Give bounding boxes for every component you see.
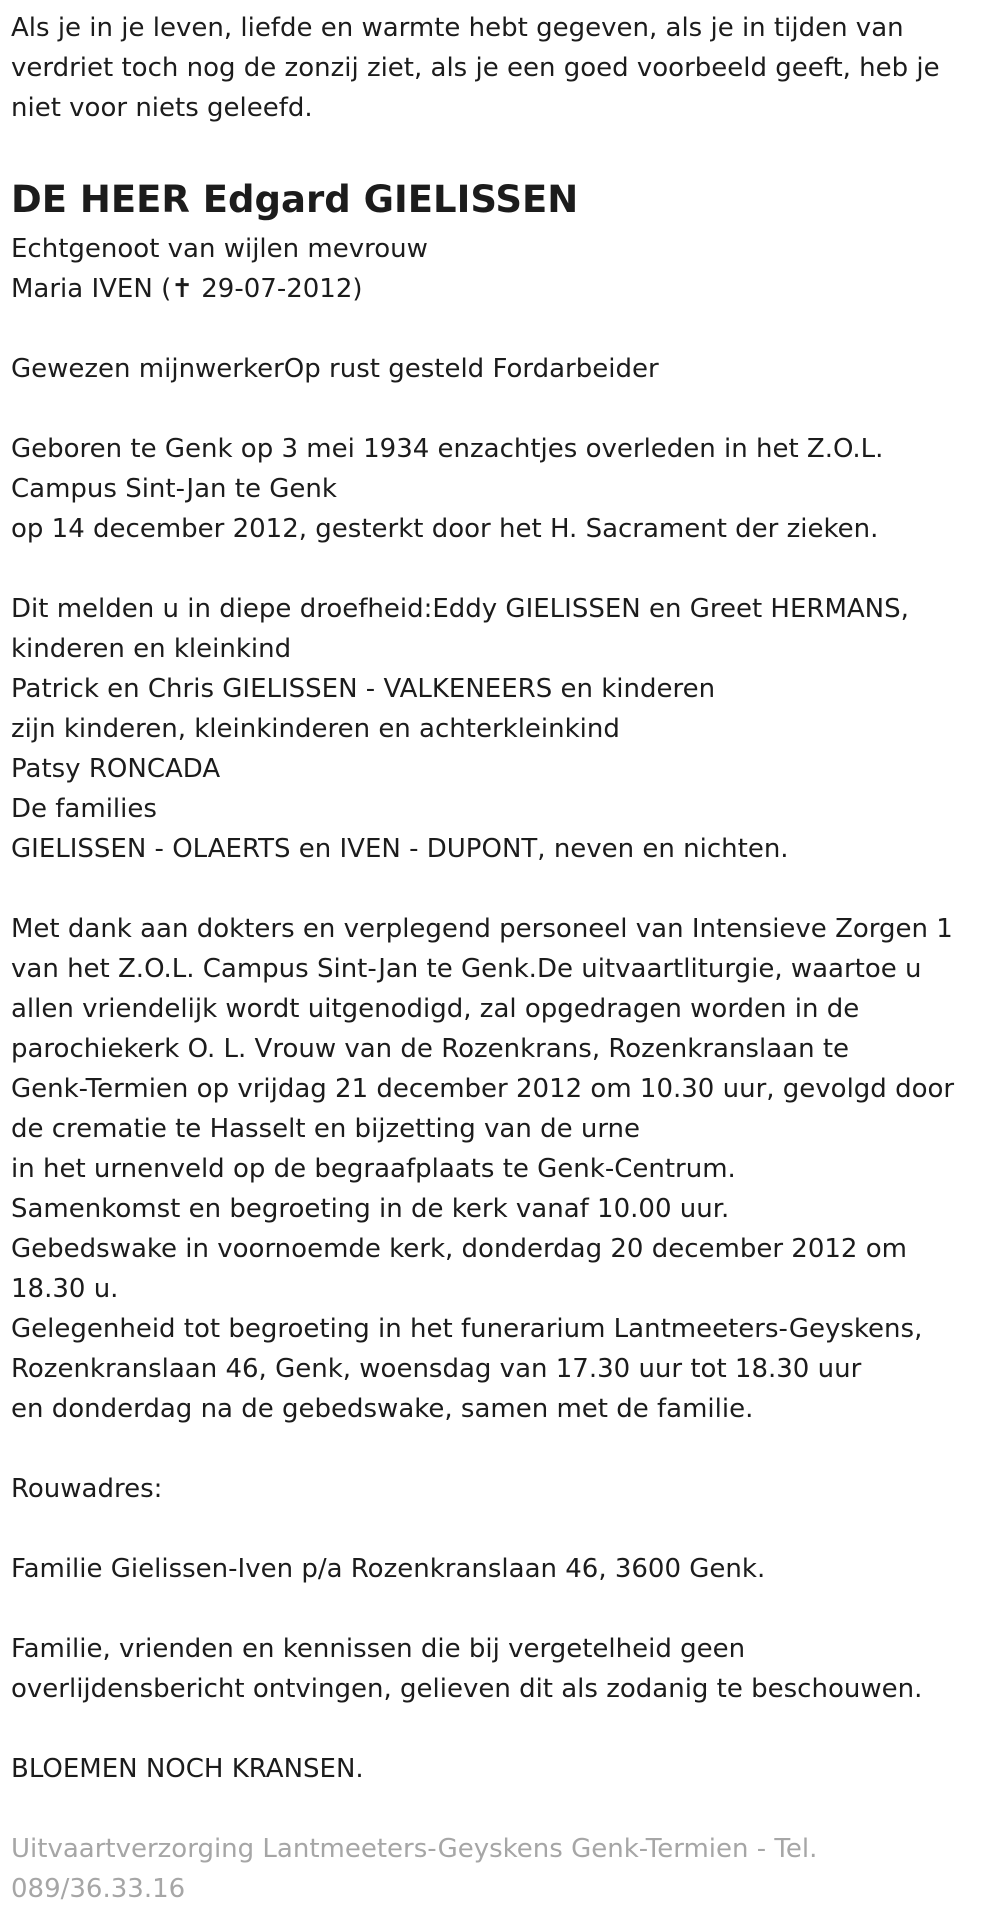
spacer (11, 1709, 989, 1749)
spacer (11, 1589, 989, 1629)
birth-death-info: Geboren te Genk op 3 mei 1934 enzachtjes overleden in het Z.O.L. Campus Sint-Jan te Genk op 14 december 2012, gesterkt door het H. Sacrament der zieken. (11, 434, 884, 544)
spacer (11, 549, 989, 589)
spacer (11, 869, 989, 909)
flowers-notice: BLOEMEN NOCH KRANSEN. (11, 1754, 364, 1784)
intro-poem: Als je in je leven, liefde en warmte hebt gegeven, als je in tijden van verdriet toch nog de zonzij ziet, als je een goed voorbeeld geeft, heb je niet voor niets geleefd. (11, 13, 940, 123)
spouse-info: Echtgenoot van wijlen mevrouw Maria IVEN (✝ 29-07-2012) (11, 234, 428, 304)
spacer (11, 1789, 989, 1829)
family-announcement: Dit melden u in diepe droefheid:Eddy GIELISSEN en Greet HERMANS, kinderen en kleinkind Patrick en Chris GIELISSEN - VALKENEERS en kinderen zijn kinderen, kleinkinderen en achterkleinkind Patsy RONCADA De families GIELISSEN - OLAERTS en IVEN - DUPONT, neven en nichten. (11, 594, 909, 864)
occupation-info: Gewezen mijnwerkerOp rust gesteld Fordarbeider (11, 354, 659, 384)
funeral-home-footer: Uitvaartverzorging Lantmeeters-Geyskens Genk-Termien - Tel. 089/36.33.16 (11, 1834, 818, 1904)
deceased-name: DE HEER Edgard GIELISSEN (11, 178, 579, 221)
mourning-address: Familie Gielissen-Iven p/a Rozenkranslaan 46, 3600 Genk. (11, 1554, 766, 1584)
spacer (11, 389, 989, 429)
notice-text: Familie, vrienden en kennissen die bij vergetelheid geen overlijdensbericht ontvingen, gelieven dit als zodanig te beschouwen. (11, 1634, 923, 1704)
spacer (11, 309, 989, 349)
address-label: Rouwadres: (11, 1474, 163, 1504)
ceremony-details: Met dank aan dokters en verplegend personeel van Intensieve Zorgen 1 van het Z.O.L. Campus Sint-Jan te Genk.De uitvaartliturgie, waartoe u allen vriendelijk wordt uitgenodigd, zal opgedragen worden in de parochiekerk O. L. Vrouw van de Rozenkrans, Rozenkranslaan te Genk-Termien op vrijdag 21 december 2012 om 10.30 uur, gevolgd door de crematie te Hasselt en bijzetting van de urne in het urnenveld op de begraafplaats te Genk-Centrum. Samenkomst en begroeting in de kerk vanaf 10.00 uur. Gebedswake in voornoemde kerk, donderdag 20 december 2012 om 18.30 u. Gelegenheid tot begroeting in het funerarium Lantmeeters-Geyskens, Rozenkranslaan 46, Genk, woensdag van 17.30 uur tot 18.30 uur en donderdag na de gebedswake, samen met de familie. (11, 914, 955, 1424)
spacer (11, 128, 989, 168)
spacer (11, 1509, 989, 1549)
spacer (11, 1429, 989, 1469)
